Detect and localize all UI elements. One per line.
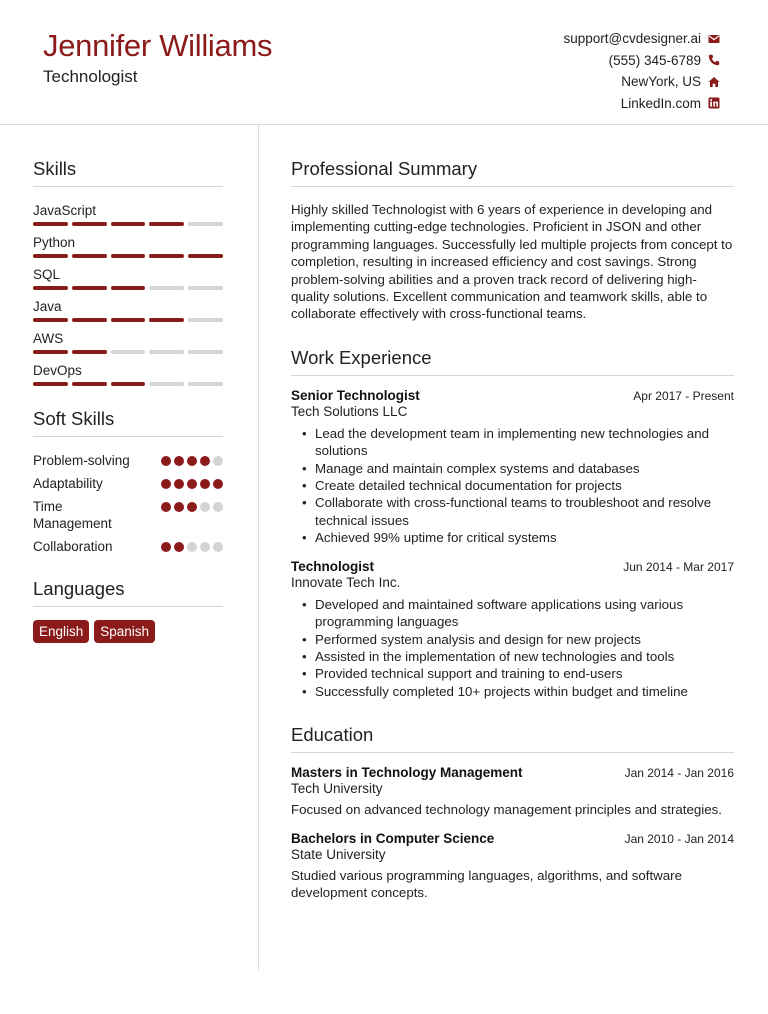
skill-level-segment	[33, 222, 68, 226]
rating-dot	[174, 456, 184, 466]
job-entry	[291, 388, 734, 547]
education-list	[291, 765, 734, 901]
skill-item	[33, 298, 223, 322]
soft-skills-list	[33, 452, 223, 555]
skill-item	[33, 330, 223, 354]
soft-skill-rating	[161, 542, 223, 552]
skill-level-segment	[188, 382, 223, 386]
education-header	[291, 831, 734, 846]
soft-skill-item	[33, 475, 223, 492]
skill-level-segment	[33, 350, 68, 354]
skill-level-segment	[149, 382, 184, 386]
rating-dot	[174, 502, 184, 512]
job-company: Tech Solutions LLC	[291, 403, 408, 419]
rating-dot	[187, 542, 197, 552]
job-bullet: • Achieved 99% uptime for critical systems	[315, 529, 734, 546]
contact-location	[563, 71, 720, 93]
skill-level-segment	[72, 254, 107, 258]
skill-level-segment	[188, 318, 223, 322]
skill-level-segment	[72, 350, 107, 354]
education-date: Jan 2010 - Jan 2014	[624, 831, 734, 846]
skill-label: SQL	[33, 267, 61, 282]
contact-linkedin[interactable]	[563, 93, 720, 115]
soft-skill-label: Collaboration	[33, 539, 113, 554]
skill-level-segment	[188, 286, 223, 290]
rating-dot	[213, 542, 223, 552]
skills-list	[33, 202, 223, 386]
contact-phone-text: (555) 345-6789	[608, 52, 701, 68]
phone-icon	[708, 54, 720, 66]
skill-level-segment	[111, 222, 146, 226]
skill-level-bar	[33, 286, 223, 290]
contact-email-text: support@cvdesigner.ai	[563, 31, 701, 47]
envelope-icon	[708, 33, 720, 45]
skill-level-segment	[188, 222, 223, 226]
soft-skill-item	[33, 538, 223, 555]
education-degree: Masters in Technology Management	[291, 765, 523, 781]
job-bullet: • Developed and maintained software applications using various programming languages	[315, 596, 734, 631]
candidate-name: Jennifer Williams	[43, 28, 273, 63]
soft-skill-label: Time Management	[33, 499, 112, 531]
education-header	[291, 765, 734, 780]
home-icon	[708, 76, 720, 88]
education-school: State University	[291, 846, 386, 862]
education-entry	[291, 831, 734, 902]
education-description: Studied various programming languages, algorithms, and software development concepts.	[291, 867, 682, 900]
rating-dot	[187, 502, 197, 512]
skill-label: Java	[33, 299, 62, 314]
languages-title: Languages	[33, 578, 223, 607]
rating-dot	[200, 502, 210, 512]
skill-item	[33, 362, 223, 386]
job-header	[291, 388, 734, 403]
education-date: Jan 2014 - Jan 2016	[624, 766, 734, 781]
rating-dot	[174, 479, 184, 489]
job-bullet: • Performed system analysis and design for new projects	[315, 631, 734, 648]
skill-level-segment	[72, 222, 107, 226]
linkedin-icon	[708, 97, 720, 109]
job-title: Technologist	[291, 558, 374, 574]
languages-list	[33, 620, 223, 643]
job-bullets	[291, 425, 734, 547]
skill-label: JavaScript	[33, 203, 97, 218]
rating-dot	[200, 479, 210, 489]
jobs-list	[291, 388, 734, 700]
job-bullets	[291, 596, 734, 700]
rating-dot	[174, 542, 184, 552]
rating-dot	[213, 502, 223, 512]
skill-level-segment	[33, 318, 68, 322]
skill-label: AWS	[33, 331, 64, 346]
column-divider	[258, 125, 259, 970]
skill-level-segment	[33, 254, 68, 258]
rating-dot	[213, 456, 223, 466]
job-date: Jun 2014 - Mar 2017	[623, 559, 734, 574]
job-company: Innovate Tech Inc.	[291, 574, 401, 590]
candidate-title: Technologist	[43, 67, 138, 86]
job-bullet: • Collaborate with cross-functional teams to troubleshoot and resolve technical issues	[315, 494, 734, 529]
job-bullet: • Assisted in the implementation of new technologies and tools	[315, 648, 734, 665]
skill-level-segment	[149, 222, 184, 226]
skill-level-segment	[149, 350, 184, 354]
soft-skill-rating	[161, 456, 223, 466]
skill-level-segment	[149, 286, 184, 290]
skill-label: Python	[33, 235, 76, 250]
language-tag: Spanish	[94, 620, 155, 643]
education-title: Education	[291, 724, 734, 753]
skill-item	[33, 234, 223, 258]
skill-level-segment	[72, 382, 107, 386]
job-bullet: • Successfully completed 10+ projects within budget and timeline	[315, 683, 734, 700]
skill-level-segment	[111, 254, 146, 258]
skill-level-segment	[149, 318, 184, 322]
job-bullet: • Lead the development team in implementing new technologies and solutions	[315, 425, 734, 460]
skill-level-segment	[72, 318, 107, 322]
job-title: Senior Technologist	[291, 387, 420, 403]
soft-skill-item	[33, 498, 223, 532]
skill-level-bar	[33, 318, 223, 322]
education-degree: Bachelors in Computer Science	[291, 830, 495, 846]
soft-skill-label: Problem-solving	[33, 453, 130, 468]
rating-dot	[161, 456, 171, 466]
education-entry	[291, 765, 734, 818]
skill-level-bar	[33, 254, 223, 258]
skill-level-segment	[111, 286, 146, 290]
job-bullet: • Provided technical support and training to end-users	[315, 665, 734, 682]
soft-skill-label: Adaptability	[33, 476, 103, 491]
contact-location-text: NewYork, US	[621, 74, 701, 90]
job-bullet: • Manage and maintain complex systems and databases	[315, 460, 734, 477]
skill-level-segment	[33, 286, 68, 290]
skill-level-segment	[111, 318, 146, 322]
summary-title: Professional Summary	[291, 158, 734, 187]
resume-header	[0, 0, 768, 125]
skill-level-segment	[72, 286, 107, 290]
skill-level-segment	[111, 382, 146, 386]
rating-dot	[161, 542, 171, 552]
contact-linkedin-text: LinkedIn.com	[620, 95, 701, 111]
job-date: Apr 2017 - Present	[633, 388, 734, 403]
skills-title: Skills	[33, 158, 223, 187]
skill-level-bar	[33, 382, 223, 386]
soft-skill-rating	[161, 479, 223, 489]
skill-level-segment	[149, 254, 184, 258]
rating-dot	[161, 502, 171, 512]
experience-title: Work Experience	[291, 347, 734, 376]
rating-dot	[187, 456, 197, 466]
contact-phone[interactable]	[563, 50, 720, 72]
skill-level-segment	[33, 382, 68, 386]
job-header	[291, 559, 734, 574]
job-entry	[291, 559, 734, 700]
education-school: Tech University	[291, 781, 383, 797]
rating-dot	[161, 479, 171, 489]
soft-skills-title: Soft Skills	[33, 408, 223, 437]
skill-level-segment	[188, 350, 223, 354]
skill-level-segment	[188, 254, 223, 258]
education-description: Focused on advanced technology management principles and strategies.	[291, 802, 722, 818]
skill-level-bar	[33, 350, 223, 354]
rating-dot	[200, 542, 210, 552]
rating-dot	[213, 479, 223, 489]
rating-dot	[187, 479, 197, 489]
skill-label: DevOps	[33, 363, 82, 378]
skill-item	[33, 202, 223, 226]
job-bullet: • Create detailed technical documentation for projects	[315, 477, 734, 494]
rating-dot	[200, 456, 210, 466]
contact-list	[563, 28, 720, 114]
soft-skill-item	[33, 452, 223, 469]
summary-text: Highly skilled Technologist with 6 years of experience in developing and implementing cutting-edge technologies. Proficient in JSON and other programming languages. Successfully led multiple projects from concept to completion, resulting in increased efficiency and cost savings. Strong problem-solving abilities and a proven track record of delivering high-quality solutions. Excellent communication and teamwork skills, able to collaborate effectively with cross-functional teams.	[291, 202, 733, 322]
skill-level-segment	[111, 350, 146, 354]
skill-item	[33, 266, 223, 290]
contact-email[interactable]	[563, 28, 720, 50]
right-column	[291, 158, 734, 901]
skill-level-bar	[33, 222, 223, 226]
language-tag: English	[33, 620, 89, 643]
left-column	[33, 158, 223, 643]
soft-skill-rating	[161, 502, 223, 512]
